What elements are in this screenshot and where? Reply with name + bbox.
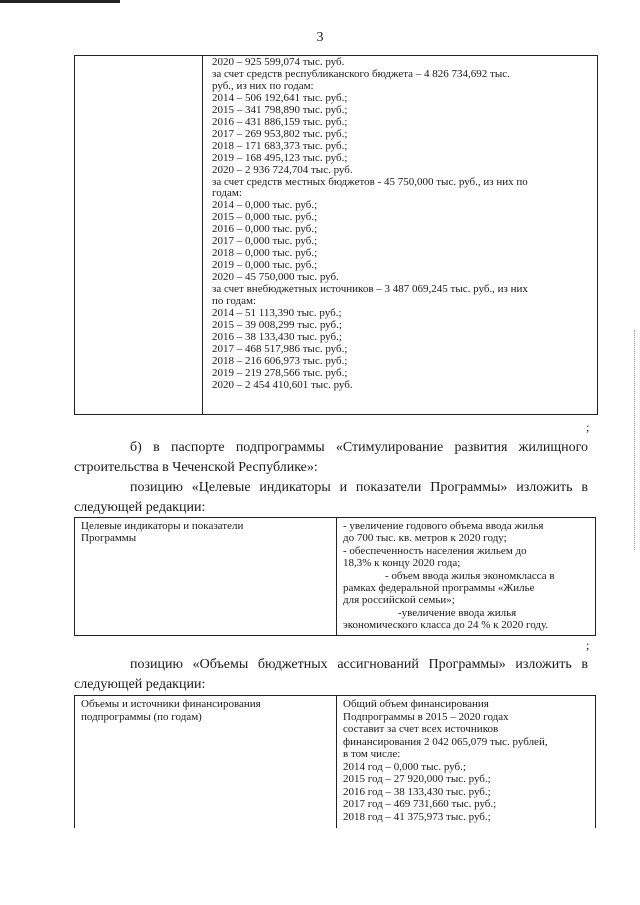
cell-text: - увеличение годового объема ввода жилья xyxy=(343,520,544,532)
paragraph-line: строительства в Чеченской Республике»: xyxy=(74,460,318,475)
paragraph-line: б) в паспорте подпрограммы «Стимулирование развития жилищного xyxy=(130,440,588,455)
cell-text: - объем ввода жилья экономкласса в xyxy=(385,569,555,582)
financing-line: годам: xyxy=(212,187,242,200)
target-indicators-label-cell xyxy=(81,520,331,635)
semicolon: ; xyxy=(586,638,590,652)
financing-line: 2016 – 0,000 тыс. руб.; xyxy=(212,223,318,236)
cell-text: 2016 год – 38 133,430 тыс. руб.; xyxy=(343,785,491,798)
cell-text: Подпрограммы в 2015 – 2020 годах xyxy=(343,710,509,723)
cell-text: финансирования 2 042 065,079 тыс. рублей, xyxy=(343,735,548,748)
financing-line: 2019 – 219 278,566 тыс. руб.; xyxy=(212,366,348,379)
budget-allocations-table xyxy=(74,695,596,828)
financing-line: 2020 – 925 599,074 тыс. руб. xyxy=(212,56,345,68)
financing-line: 2018 – 216 606,973 тыс. руб.; xyxy=(212,354,348,367)
financing-line: 2016 – 431 886,159 тыс. руб.; xyxy=(212,115,348,128)
cell-text: 2015 год – 27 920,000 тыс. руб.; xyxy=(343,773,491,785)
financing-line: по годам: xyxy=(212,295,257,308)
financing-line: 2016 – 38 133,430 тыс. руб.; xyxy=(212,330,342,343)
budget-allocations-value-cell xyxy=(343,698,591,828)
paragraph-line: позицию «Объемы бюджетных ассигнований Программы» изложить в xyxy=(130,657,588,672)
financing-line: руб., из них по годам: xyxy=(212,79,314,92)
cell-text: экономического класса до 24 % к 2020 году. xyxy=(343,619,549,632)
financing-line: 2017 – 0,000 тыс. руб.; xyxy=(212,235,318,248)
financing-line: 2017 – 468 517,986 тыс. руб.; xyxy=(212,342,348,355)
target-indicators-value-cell xyxy=(343,520,591,635)
financing-line: 2019 – 0,000 тыс. руб.; xyxy=(212,259,318,272)
scan-artifact-bar xyxy=(0,0,120,3)
cell-text: рамках федеральной программы «Жилье xyxy=(343,582,535,595)
financing-line: за счет средств местных бюджетов - 45 750,000 тыс. руб., из них по xyxy=(212,175,528,188)
financing-line: 2015 – 0,000 тыс. руб.; xyxy=(212,211,318,224)
financing-amounts-cell xyxy=(212,57,591,414)
page-number: 3 xyxy=(316,30,324,45)
financing-line: 2018 – 0,000 тыс. руб.; xyxy=(212,247,318,260)
financing-line: 2020 – 45 750,000 тыс. руб. xyxy=(212,271,339,284)
financing-line: 2014 – 0,000 тыс. руб.; xyxy=(212,199,318,212)
budget-allocations-label-cell xyxy=(81,698,331,828)
cell-text: 2014 год – 0,000 тыс. руб.; xyxy=(343,760,466,773)
cell-text: составит за счет всех источников xyxy=(343,723,499,735)
cell-text: до 700 тыс. кв. метров к 2020 году; xyxy=(343,532,507,545)
cell-text: подпрограммы (по годам) xyxy=(81,710,202,723)
cell-text: Программы xyxy=(81,532,137,545)
paragraph-c xyxy=(74,655,588,695)
financing-line: за счет средств республиканского бюджета – 4 826 734,692 тыс. xyxy=(212,67,510,80)
financing-line: 2015 – 39 008,299 тыс. руб.; xyxy=(212,318,342,331)
financing-line: 2014 – 506 192,641 тыс. руб.; xyxy=(212,91,348,104)
financing-line: 2015 – 341 798,890 тыс. руб.; xyxy=(212,103,348,116)
financing-line: за счет внебюджетных источников – 3 487 069,245 тыс. руб., из них xyxy=(212,283,528,296)
cell-text: -увеличение ввода жилья xyxy=(398,606,517,619)
semicolon: ; xyxy=(586,420,590,434)
financing-line: 2014 – 51 113,390 тыс. руб.; xyxy=(212,307,342,320)
financing-line: 2018 – 171 683,373 тыс. руб.; xyxy=(212,139,348,152)
cell-text: Общий объем финансирования xyxy=(343,698,489,710)
cell-text: 18,3% к концу 2020 года; xyxy=(343,557,461,570)
scan-margin-marks xyxy=(634,330,637,550)
paragraph-line: позицию «Целевые индикаторы и показатели Программы» изложить в xyxy=(130,480,588,495)
cell-text: для российской семьи»; xyxy=(343,594,455,607)
cell-text: Целевые индикаторы и показатели xyxy=(81,520,244,532)
cell-text: в том числе: xyxy=(343,748,401,760)
cell-text: 2018 год – 41 375,973 тыс. руб.; xyxy=(343,810,491,823)
financing-line: 2020 – 2 454 410,601 тыс. руб. xyxy=(212,378,353,391)
financing-table-continued xyxy=(74,55,598,415)
financing-line: 2020 – 2 936 724,704 тыс. руб. xyxy=(212,163,353,176)
cell-text: - обеспеченность населения жильем до xyxy=(343,544,527,557)
paragraph-line: следующей редакции: xyxy=(74,677,206,692)
cell-text: Объемы и источники финансирования xyxy=(81,698,261,710)
paragraph-b xyxy=(74,438,588,518)
financing-line: 2017 – 269 953,802 тыс. руб.; xyxy=(212,127,348,140)
financing-line: 2019 – 168 495,123 тыс. руб.; xyxy=(212,151,348,164)
target-indicators-table xyxy=(74,517,596,636)
cell-text: 2017 год – 469 731,660 тыс. руб.; xyxy=(343,798,497,810)
paragraph-line: следующей редакции: xyxy=(74,500,206,515)
